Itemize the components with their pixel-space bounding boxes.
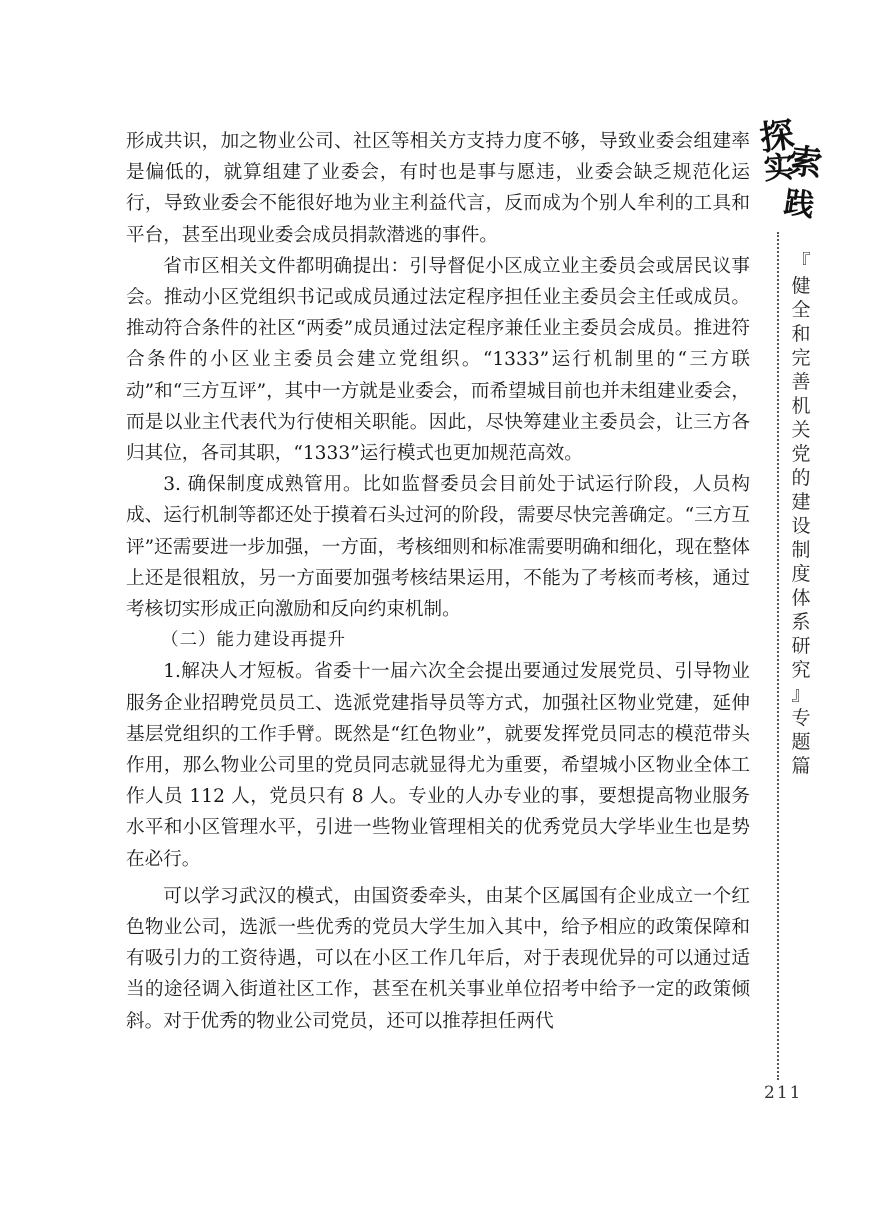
series-char: 关 — [791, 419, 811, 441]
paragraph-talent: 1.解决人才短板。省委十一届六次全会提出要通过发展党员、引导物业服务企业招聘党员员工、选派党建指导员等方式，加强社区物业党建，延伸基层党组织的工作手臂。既然是“红色物业”，就要发挥党员同志的模范带头作用，那么物业公司里的党员同志就显得尤为重要，希望城小区物业全体工作人员 112 人，党员只有 8 人。专业的人办专业的事，要想提高物业服务水平和小区管理水平，引进一些物业管理相关的优秀党员大学毕业生也是势在必行。 — [126, 661, 750, 870]
series-char: 究 — [791, 659, 811, 681]
body-text — [126, 126, 750, 1037]
series-char: 』 — [791, 683, 811, 705]
title-char: 践 — [781, 185, 817, 224]
series-char: 机 — [791, 395, 811, 417]
series-char: 建 — [791, 491, 811, 513]
series-char: 系 — [791, 611, 811, 633]
series-char: 和 — [791, 323, 811, 345]
series-char: 度 — [791, 563, 811, 585]
series-char: 研 — [791, 635, 811, 657]
paragraph-continuation: 形成共识，加之物业公司、社区等相关方支持力度不够，导致业委会组建率是偏低的，就算组建了业委会，有时也是事与愿违，业委会缺乏规范化运行，导致业委会不能很好地为业主利益代言，反而成为个别人牟利的工具和平台，甚至出现业委会成员捐款潜逃的事件。 — [126, 131, 750, 246]
series-char: 完 — [791, 347, 811, 369]
series-char: 题 — [791, 731, 811, 753]
paragraph-policy: 省市区相关文件都明确提出：引导督促小区成立业主委员会或居民议事会。推动小区党组织书记或成员通过法定程序担任业主委员会主任或成员。推动符合条件的社区“两委”成员通过法定程序兼任业主委员会成员。推进符合条件的小区业主委员会建立党组织。“1333”运行机制里的“三方联动”和“三方互评”，其中一方就是业委会，而希望城目前也并未组建业委会，而是以业主代表代为行使相关职能。因此，尽快筹建业主委员会，让三方各归其位，各司其职，“1333”运行模式也更加规范高效。 — [126, 255, 750, 465]
series-char: 的 — [791, 467, 811, 489]
title-char: 实 — [762, 149, 796, 188]
series-char: 体 — [791, 587, 811, 609]
section-heading: （二）能力建设再提升 — [161, 630, 346, 651]
series-char: 善 — [791, 371, 811, 393]
paragraph-wuhan-model: 可以学习武汉的模式，由国资委牵头，由某个区属国有企业成立一个红色物业公司，选派一些优秀的党员大学生加入其中，给予相应的政策保障和有吸引力的工资待遇，可以在小区工作几年后，对于表现优异的可以通过适当的途径调入街道社区工作，甚至在机关事业单位招考中给予一定的政策倾斜。对于优秀的物业公司党员，还可以推荐担任两代 — [126, 885, 750, 1032]
series-char: 『 — [791, 251, 811, 273]
series-char: 全 — [791, 299, 811, 321]
title-char: 探 — [757, 114, 797, 160]
series-char: 篇 — [791, 755, 811, 777]
series-char: 专 — [791, 707, 811, 729]
series-char: 健 — [791, 275, 811, 297]
series-label — [788, 250, 814, 778]
series-char: 党 — [791, 443, 811, 465]
series-char: 设 — [791, 515, 811, 537]
title-char: 索 — [786, 141, 824, 185]
section-title-calligraphy — [757, 114, 824, 228]
paragraph-system-maturity: 3. 确保制度成熟管用。比如监督委员会目前处于试运行阶段，人员构成、运行机制等都还处于摸着石头过河的阶段，需要尽快完善确定。“三方互评”还需要进一步加强，一方面，考核细则和标准需要明确和细化，现在整体上还是很粗放，另一方面要加强考核结果运用，不能为了考核而考核，通过考核切实形成正向激励和反向约束机制。 — [126, 474, 750, 621]
series-char: 制 — [791, 539, 811, 561]
page-number: 211 — [764, 1083, 803, 1103]
dotted-divider — [777, 232, 779, 1080]
